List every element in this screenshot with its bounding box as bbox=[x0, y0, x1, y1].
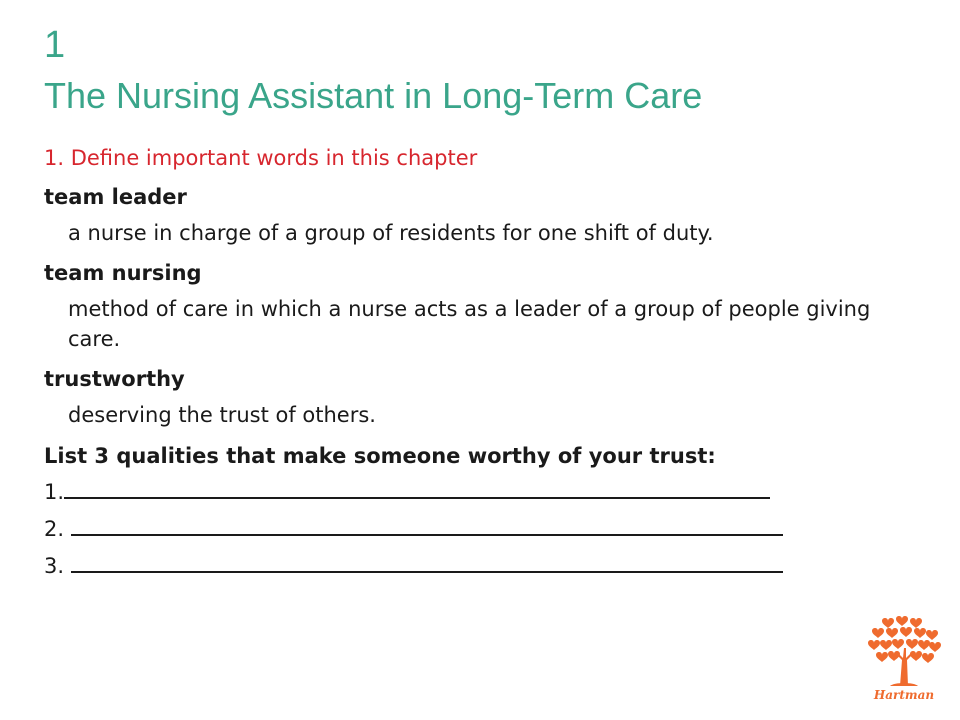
hartman-logo bbox=[866, 614, 942, 710]
answer-number-1: 1. bbox=[44, 480, 65, 504]
answer-number-3: 3. bbox=[44, 554, 71, 578]
answer-line-2 bbox=[44, 511, 924, 548]
answer-line-3 bbox=[44, 548, 924, 585]
question-prompt: List 3 qualities that make someone worthy of your trust: bbox=[44, 444, 716, 468]
answer-line-1 bbox=[44, 474, 924, 511]
term-team-nursing: team nursing bbox=[44, 261, 202, 285]
definition-team-nursing: method of care in which a nurse acts as a leader of a group of people giving care. bbox=[68, 297, 871, 351]
definition-team-leader: a nurse in charge of a group of residents for one shift of duty. bbox=[68, 221, 714, 245]
answer-blank-1 bbox=[64, 479, 770, 499]
slide-content bbox=[44, 140, 924, 585]
answer-blank-2 bbox=[71, 516, 783, 536]
heart-tree-icon bbox=[866, 614, 942, 688]
term-team-leader: team leader bbox=[44, 185, 187, 209]
answer-number-2: 2. bbox=[44, 517, 71, 541]
term-trustworthy: trustworthy bbox=[44, 367, 185, 391]
chapter-number: 1 bbox=[44, 24, 66, 66]
answer-blank-3 bbox=[71, 553, 783, 573]
objective-heading: 1. Define important words in this chapter bbox=[44, 146, 478, 170]
logo-text: Hartman bbox=[873, 688, 935, 702]
chapter-title: The Nursing Assistant in Long-Term Care bbox=[44, 75, 703, 116]
definition-trustworthy: deserving the trust of others. bbox=[68, 403, 376, 427]
